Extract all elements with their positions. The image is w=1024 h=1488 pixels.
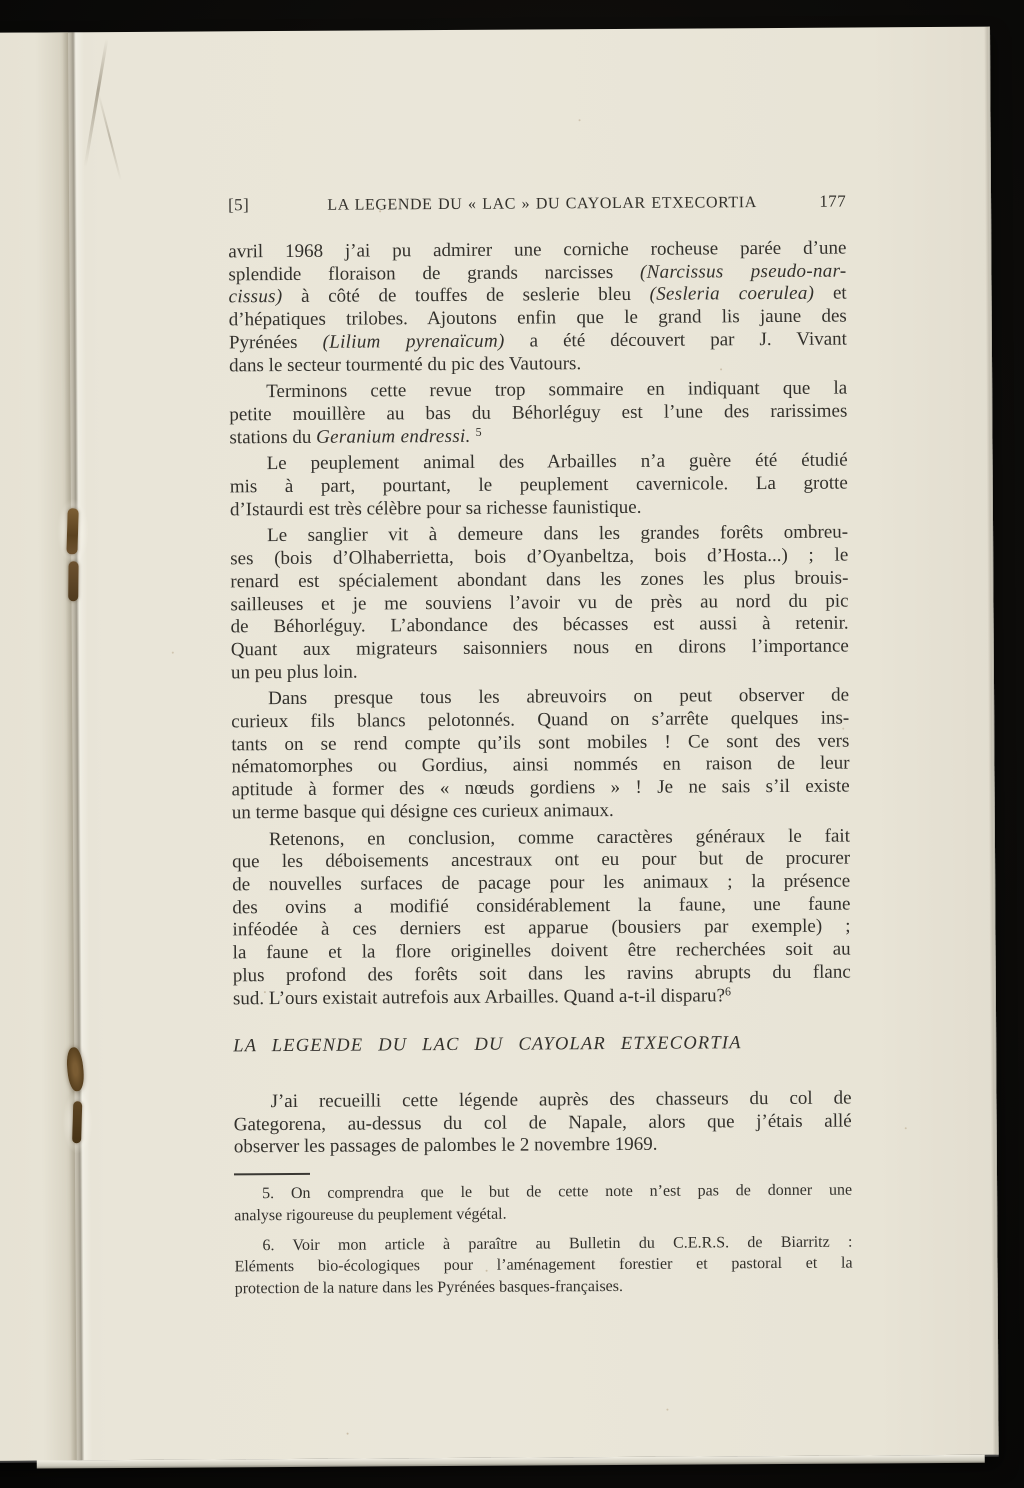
paper-crease	[98, 93, 122, 181]
section-marker: [5]	[228, 195, 250, 215]
paragraph: Retenons, en conclusion, comme caractères généraux le fait que les déboisements ancestraux ont eu pour but de procurer de nouvelles surfaces de pacage pour les animaux ; la présence des ovins a modifié considérablement la faune, une faune inféodée à ces derniers est apparue (bousiers par exemple) ; la faune et la flore originelles doivent être recherchées soit au plus profond des forêts soit dans les ravins abrupts du flanc sud. L’ours existait autrefois aux Arbailles. Quand a-t-il disparu?$^6$	[232, 825, 851, 1009]
footnote: 6. Voir mon article à paraître au Bulletin du C.E.R.S. de Biarritz : Eléments bio-écologiques pour l’aménagement forestier et pastoral et la protection de la nature dans les Pyrénées basques-françaises.	[234, 1233, 853, 1298]
paragraph: Le sanglier vit à demeure dans les grandes forêts ombreu- ses (bois d’Olhaberrietta, bois d’Oyanbeltza, bois d’Hosta...) ; le renard est spécialement abondant dans les zones les plus brouis- sailleuses et je me souviens l’avoir vu de près au nord du pic de Béhorléguy. L’abondance des bécasses est aussi à retenir. Quant aux migrateurs saisonniers nous en dirons l’importance un peu plus loin.	[230, 521, 849, 683]
section-heading: LA LEGENDE DU LAC DU CAYOLAR ETXECORTIA	[233, 1033, 742, 1057]
paragraph: avril 1968 j’ai pu admirer une corniche rocheuse parée d’une splendide floraison de grands narcisses (Narcissus pseudo-nar- cissus) à côté de touffes de seslerie bleu (Sesleria coerulea) et d’hépatiques trilobes. Ajoutons enfin que le grand lis jaune des Pyrénées (Lilium pyrenaïcum) a été découvert par J. Vivant dans le secteur tourmenté du pic des Vautours.	[228, 237, 847, 376]
paragraph: J’ai recueilli cette légende auprès des chasseurs du col de Gategorena, au-dessus du col de Napale, alors que j’étais allé observer les passages de palombes le 2 novembre 1969.	[233, 1087, 852, 1158]
running-header	[228, 192, 846, 216]
binding-stitch	[72, 1101, 82, 1143]
running-title: LA LEGENDE DU « LAC » DU CAYOLAR ETXECORTIA	[327, 194, 757, 214]
paragraph: Le peuplement animal des Arbailles n’a guère été étudié mis à part, pourtant, le peuplement cavernicole. La grotte d’Istaurdi est très célèbre pour sa richesse faunistique.	[229, 449, 848, 521]
paragraph: Dans presque tous les abreuvoirs on peut observer de curieux fils blancs pelotonnés. Quand on s’arrête quelques ins- tants on se rend compte qu’ils sont mobiles ! Ce sont des vers nématomorphes ou Gordius, ainsi nommés en raison de leur aptitude à former des « nœuds gordiens » ! Je ne sais s’il existe un terme basque qui désigne ces curieux animaux.	[231, 684, 850, 824]
binding-stitch	[66, 508, 78, 554]
page-content	[228, 192, 853, 1301]
page-body	[228, 238, 852, 1301]
page-edge-stack	[984, 27, 999, 1455]
binding-stitch	[68, 561, 78, 601]
page-number: 177	[819, 191, 847, 211]
book-page	[0, 27, 999, 1461]
footnote: 5. On comprendra que le but de cette note n’est pas de donner une analyse rigoureuse du peuplement végétal.	[234, 1181, 853, 1225]
footnote-rule	[234, 1173, 310, 1175]
paper-crease	[84, 39, 109, 168]
paragraph: Terminons cette revue trop sommaire en indiquant que la petite mouillère au bas du Béhorléguy est l’une des rarissimes stations du Geranium endressi. $^5$	[229, 377, 848, 448]
